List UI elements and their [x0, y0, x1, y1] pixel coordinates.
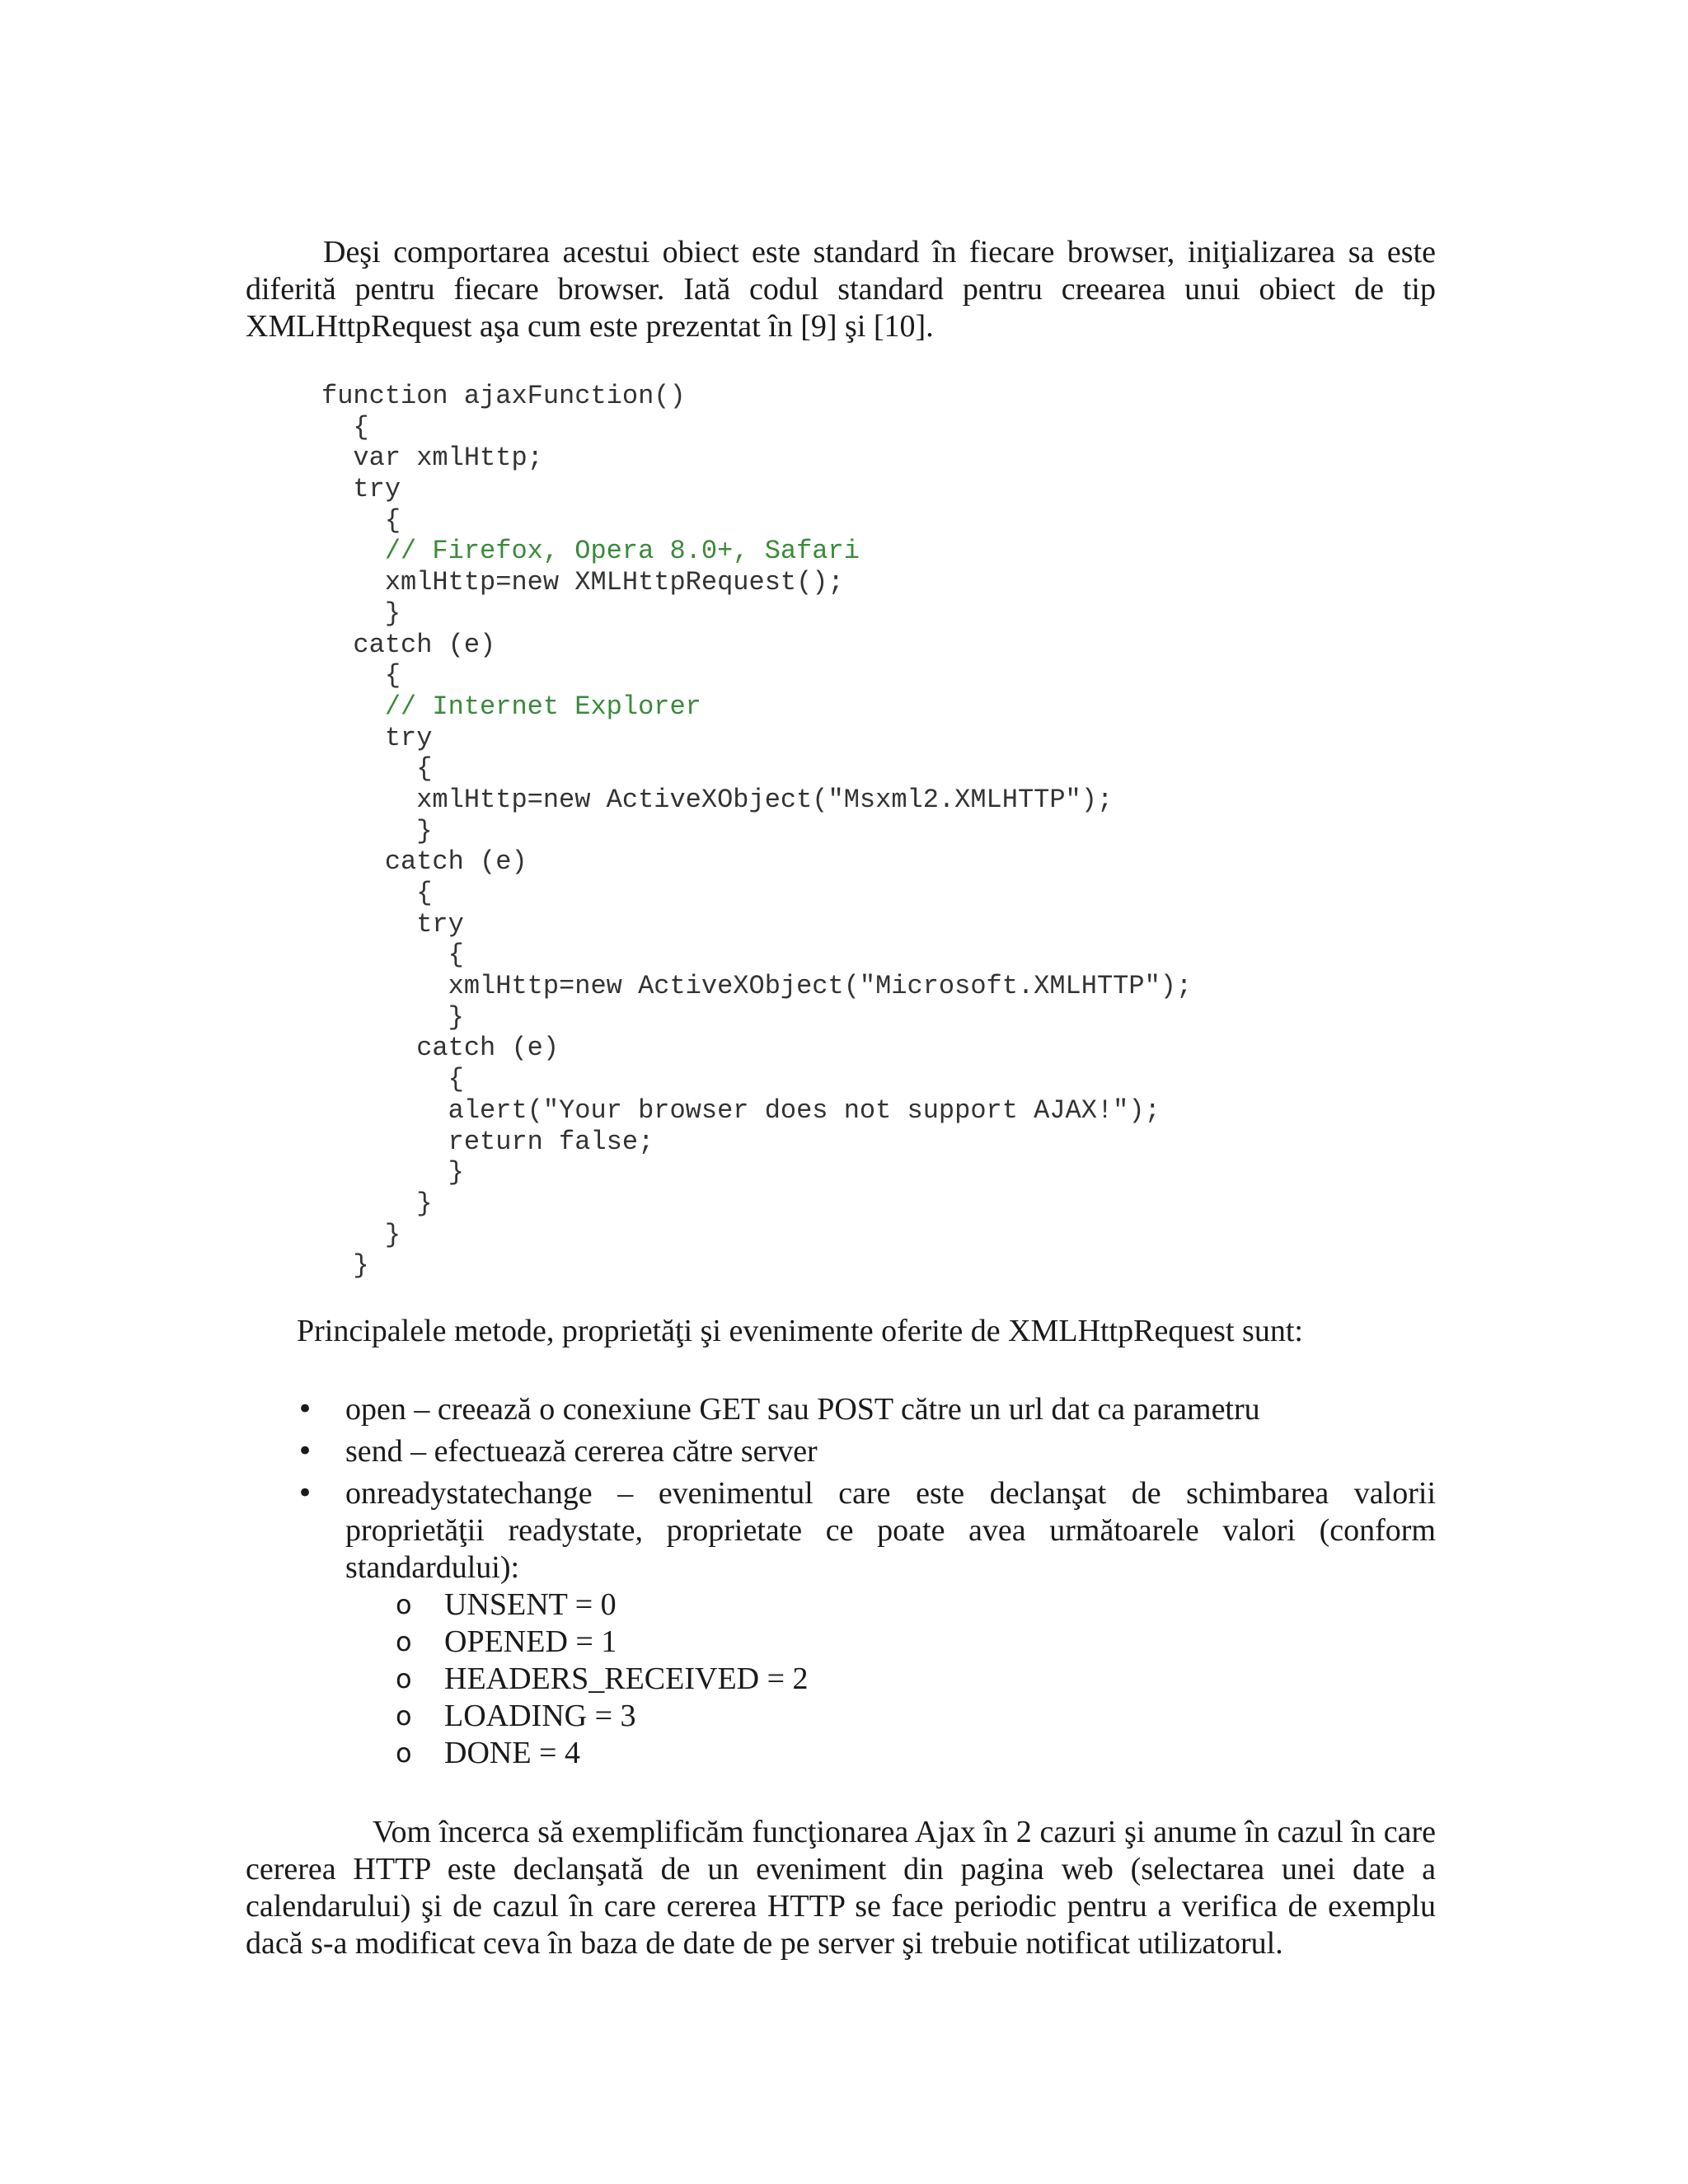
circle-bullet-icon: o	[396, 1737, 412, 1769]
sub-list-item	[396, 1661, 1436, 1698]
code-line: var xmlHttp;	[321, 443, 543, 474]
code-line: return false;	[321, 1126, 654, 1157]
methods-intro: Principalele metode, proprietăţi şi evenimente oferite de XMLHttpRequest sunt:	[297, 1314, 1303, 1348]
code-line: try	[321, 908, 464, 940]
bullet-icon: •	[297, 1393, 314, 1426]
sub-list-item	[396, 1735, 1436, 1772]
bullet-icon: •	[297, 1477, 314, 1510]
code-line: }	[321, 1001, 464, 1033]
code-line: {	[321, 504, 401, 536]
code-comment-line: // Internet Explorer	[321, 691, 701, 722]
list-item-text: open – creează o conexiune GET sau POST către un url dat ca parametru	[345, 1392, 1260, 1427]
ready-state-value: OPENED = 1	[444, 1624, 617, 1659]
intro-paragraph: Deşi comportarea acestui obiect este standard în fiecare browser, iniţializarea sa este diferită pentru fiecare browser. Iată codul standard pentru creearea unui obiect de tip XMLHttpRequest aşa cum este prezentat în [9] şi [10].	[246, 235, 1436, 344]
ready-state-value: HEADERS_RECEIVED = 2	[444, 1661, 809, 1696]
ready-state-value: LOADING = 3	[444, 1699, 636, 1733]
code-line: alert("Your browser does not support AJAX!");	[321, 1094, 1160, 1126]
ready-state-list	[345, 1586, 1436, 1772]
code-line: xmlHttp=new ActiveXObject("Microsoft.XMLHTTP");	[321, 971, 1193, 1002]
circle-bullet-icon: o	[396, 1700, 412, 1732]
code-line: catch (e)	[321, 846, 528, 878]
code-block	[321, 381, 1192, 1282]
circle-bullet-icon: o	[396, 1663, 412, 1694]
list-item	[297, 1391, 1436, 1428]
circle-bullet-icon: o	[396, 1626, 412, 1657]
list-item	[297, 1433, 1436, 1470]
code-line: try	[321, 722, 433, 753]
sub-list-item	[396, 1624, 1436, 1661]
code-line: }	[321, 1250, 369, 1282]
code-line: catch (e)	[321, 629, 496, 660]
code-line: function ajaxFunction()	[321, 381, 686, 411]
outro-paragraph: Vom încerca să exemplificăm funcţionarea Ajax în 2 cazuri şi anume în cazul în care cererea HTTP este declanşată de un eveniment din pagina web (selectarea unei date a calendarului) şi de cazul în care cererea HTTP se face periodic pentru a verifica de exemplu dacă s-a modificat ceva în baza de date de pe server şi trebuie notificat utilizatorul.	[246, 1815, 1436, 1961]
list-item-text: onreadystatechange – evenimentul care este declanşat de schimbarea valorii proprietăţii readystate, proprietate ce poate avea următoarele valori (conform standardului):	[345, 1476, 1436, 1585]
code-line: xmlHttp=new ActiveXObject("Msxml2.XMLHTTP");	[321, 784, 1114, 815]
ready-state-value: UNSENT = 0	[444, 1587, 617, 1622]
code-line: {	[321, 660, 401, 691]
code-line: {	[321, 411, 369, 443]
code-line: try	[321, 474, 401, 505]
code-line: {	[321, 940, 464, 971]
ready-state-value: DONE = 4	[444, 1736, 580, 1770]
circle-bullet-icon: o	[396, 1589, 412, 1620]
code-line: {	[321, 753, 433, 785]
list-item	[297, 1475, 1436, 1772]
sub-list-item	[396, 1698, 1436, 1735]
code-line: }	[321, 1219, 401, 1250]
code-line: {	[321, 878, 433, 908]
code-line: }	[321, 598, 401, 629]
code-comment-line: // Firefox, Opera 8.0+, Safari	[321, 536, 860, 567]
list-item-text: send – efectuează cererea către server	[345, 1434, 818, 1469]
code-line: }	[321, 1157, 464, 1188]
code-line: {	[321, 1064, 464, 1095]
code-line: }	[321, 1188, 433, 1219]
code-line: xmlHttp=new XMLHttpRequest();	[321, 567, 844, 598]
sub-list-item	[396, 1586, 1436, 1624]
bullet-icon: •	[297, 1435, 314, 1468]
code-line: }	[321, 815, 433, 846]
code-line: catch (e)	[321, 1033, 560, 1064]
methods-list	[297, 1391, 1436, 1777]
